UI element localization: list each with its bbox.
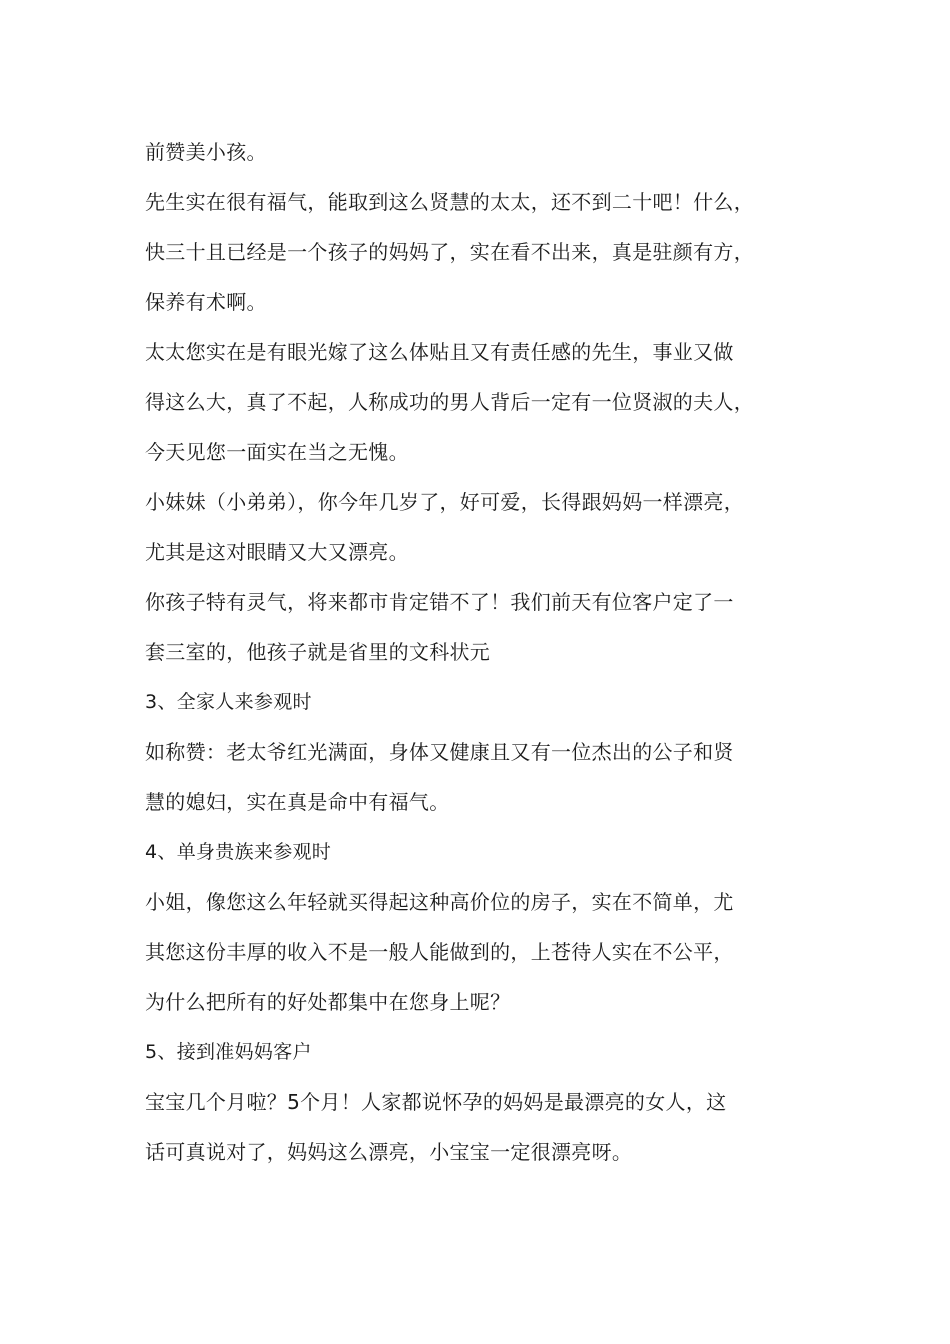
paragraph-line: 太太您实在是有眼光嫁了这么体贴且又有责任感的先生，事业又做	[145, 340, 734, 364]
paragraph-line: 先生实在很有福气，能取到这么贤慧的太太，还不到二十吧！什么，	[145, 190, 754, 214]
paragraph-line: 快三十且已经是一个孩子的妈妈了，实在看不出来，真是驻颜有方，	[145, 240, 754, 264]
paragraph-line: 如称赞：老太爷红光满面，身体又健康且又有一位杰出的公子和贤	[145, 740, 734, 764]
text-line: 前赞美小孩。	[145, 140, 267, 164]
section-heading: 5、接到准妈妈客户	[145, 1041, 312, 1063]
paragraph-line: 慧的媳妇，实在真是命中有福气。	[145, 790, 450, 814]
paragraph-line: 为什么把所有的好处都集中在您身上呢？	[145, 990, 511, 1014]
paragraph-line: 你孩子特有灵气，将来都市肯定错不了！我们前天有位客户定了一	[145, 590, 734, 614]
paragraph-line: 尤其是这对眼睛又大又漂亮。	[145, 540, 409, 564]
paragraph-line: 小姐，像您这么年轻就买得起这种高价位的房子，实在不简单，尤	[145, 890, 734, 914]
paragraph-line: 套三室的，他孩子就是省里的文科状元	[145, 640, 491, 664]
paragraph-line: 得这么大，真了不起，人称成功的男人背后一定有一位贤淑的夫人，	[145, 390, 754, 414]
paragraph-line: 宝宝几个月啦？5个月！人家都说怀孕的妈妈是最漂亮的女人，这	[145, 1090, 727, 1114]
section-heading: 4、单身贵族来参观时	[145, 841, 332, 863]
paragraph-line: 话可真说对了，妈妈这么漂亮，小宝宝一定很漂亮呀。	[145, 1140, 633, 1164]
paragraph-line: 今天见您一面实在当之无愧。	[145, 440, 409, 464]
section-heading: 3、全家人来参观时	[145, 691, 312, 713]
paragraph-line: 保养有术啊。	[145, 290, 267, 314]
paragraph-line: 小妹妹（小弟弟），你今年几岁了，好可爱，长得跟妈妈一样漂亮，	[145, 490, 744, 514]
paragraph-line: 其您这份丰厚的收入不是一般人能做到的，上苍待人实在不公平，	[145, 940, 734, 964]
